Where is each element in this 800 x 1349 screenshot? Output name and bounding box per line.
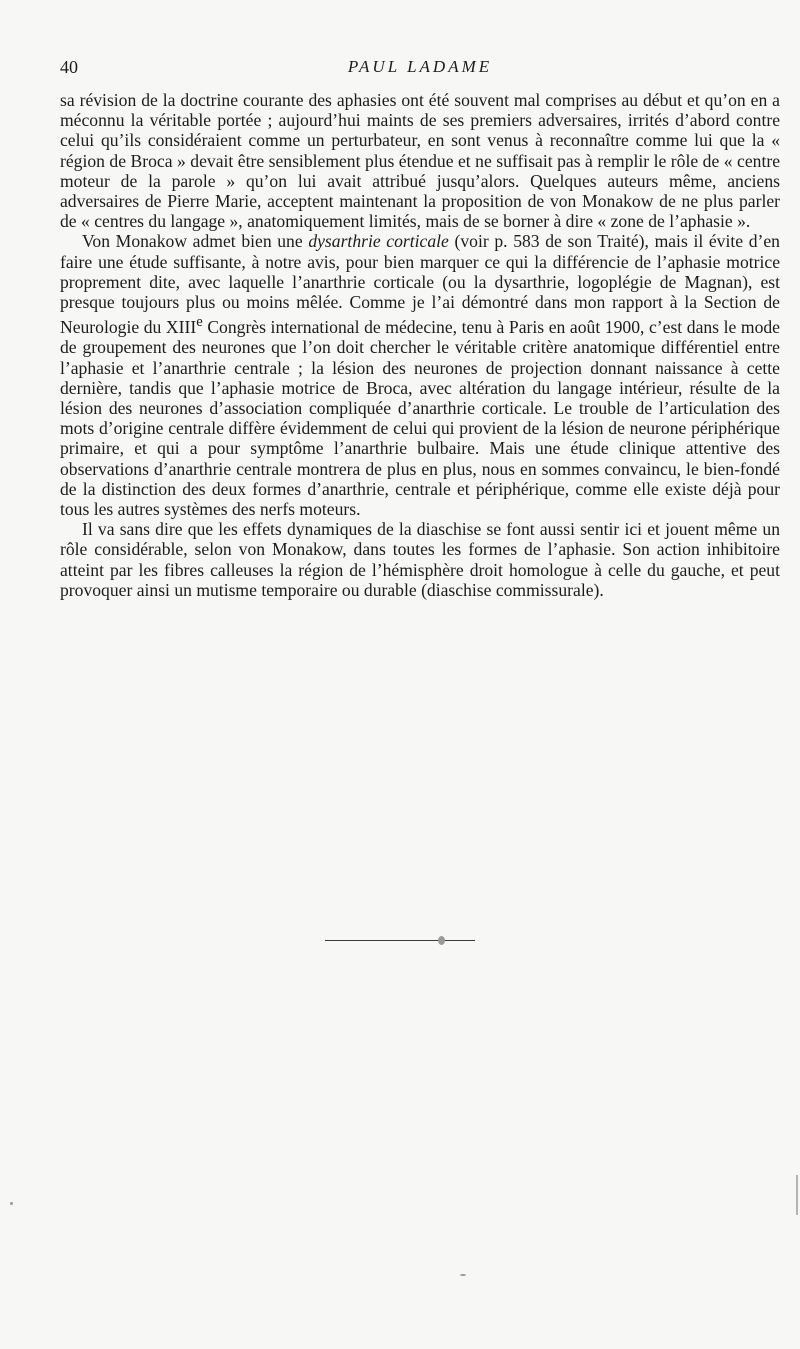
paragraph-text: Von Monakow admet bien une <box>82 231 309 252</box>
running-head <box>60 52 780 82</box>
running-title: PAUL LADAME <box>347 57 493 76</box>
paper-speck <box>10 1202 13 1205</box>
body-text <box>60 90 780 600</box>
paragraph-3 <box>60 519 780 600</box>
paragraph-1 <box>60 90 780 231</box>
page-edge-mark <box>796 1175 798 1215</box>
section-end-rule <box>325 940 475 941</box>
paper-speck <box>438 936 445 945</box>
page-number: 40 <box>60 57 78 77</box>
book-page <box>60 52 780 600</box>
paragraph-text: (voir p. 583 de son Traité), mais il évite d’en faire une étude suffisante, à notre avis, pour bien marquer ce qui la différencie de l’aphasie motrice proprement dite, avec laquelle l’anarthrie corticale (ou la dysarthrie, logoplégie de Magnan), est presque toujours plus ou moins mêlée. Comme je l’ai démontré dans mon rapport à la Section de Neurologie du XIII <box>60 231 780 338</box>
superscript: e <box>196 314 203 331</box>
paragraph-text: sa révision de la doctrine courante des aphasies ont été souvent mal comprises au début et qu’on en a méconnu la véritable portée ; aujourd’hui maints de ses premiers adversaires, irrités d’abord contre celui qu’ils considéraient comme un perturbateur, en sont venus à reconnaître comme lui que la « région de Broca » devait être sensiblement plus étendue et ne suffisait pas à remplir le rôle de « centre moteur de la parole » qu’on lui avait attribué jusqu’alors. Quelques auteurs même, anciens adversaires de Pierre Marie, acceptent maintenant la proposition de von Monakow de ne plus parler de « centres du langage », anatomiquement limités, mais de se borner à dire « zone de l’aphasie ». <box>60 90 780 232</box>
paragraph-text: Il va sans dire que les effets dynamiques de la diaschise se font aussi sentir ici et jouent même un rôle considérable, selon von Monakow, dans toutes les formes de l’aphasie. Son action inhibitoire atteint par les fibres calleuses la région de l’hémisphère droit homologue à celle du gauche, et peut provoquer ainsi un mutisme temporaire ou durable (diaschise commissurale). <box>60 519 780 600</box>
paragraph-text: Congrès international de médecine, tenu à Paris en août 1900, c’est dans le mode de groupement des neurones que l’on doit chercher le véritable critère anatomique différentiel entre l’aphasie et l’anarthrie centrale ; la lésion des neurones de projection donnant naissance à cette dernière, tandis que l’aphasie motrice de Broca, avec altération du langage intérieur, résulte de la lésion des neurones d’association compliquée d’anarthrie corticale. Le trouble de l’articulation des mots d’origine centrale diffère évidemment de celui qui provient de la lésion de neurone périphérique primaire, et qui a pour symptôme l’anarthrie bulbaire. Mais une étude clinique attentive des observations d’anarthrie centrale montrera de plus en plus, nous en sommes convaincu, le bien-fondé de la distinction des deux formes d’anarthrie, centrale et périphérique, comme elle existe déjà pour tous les autres systèmes des nerfs moteurs. <box>60 317 780 519</box>
paper-speck <box>460 1274 466 1276</box>
italic-term: dysarthrie corticale <box>308 231 449 252</box>
paragraph-2 <box>60 231 780 519</box>
